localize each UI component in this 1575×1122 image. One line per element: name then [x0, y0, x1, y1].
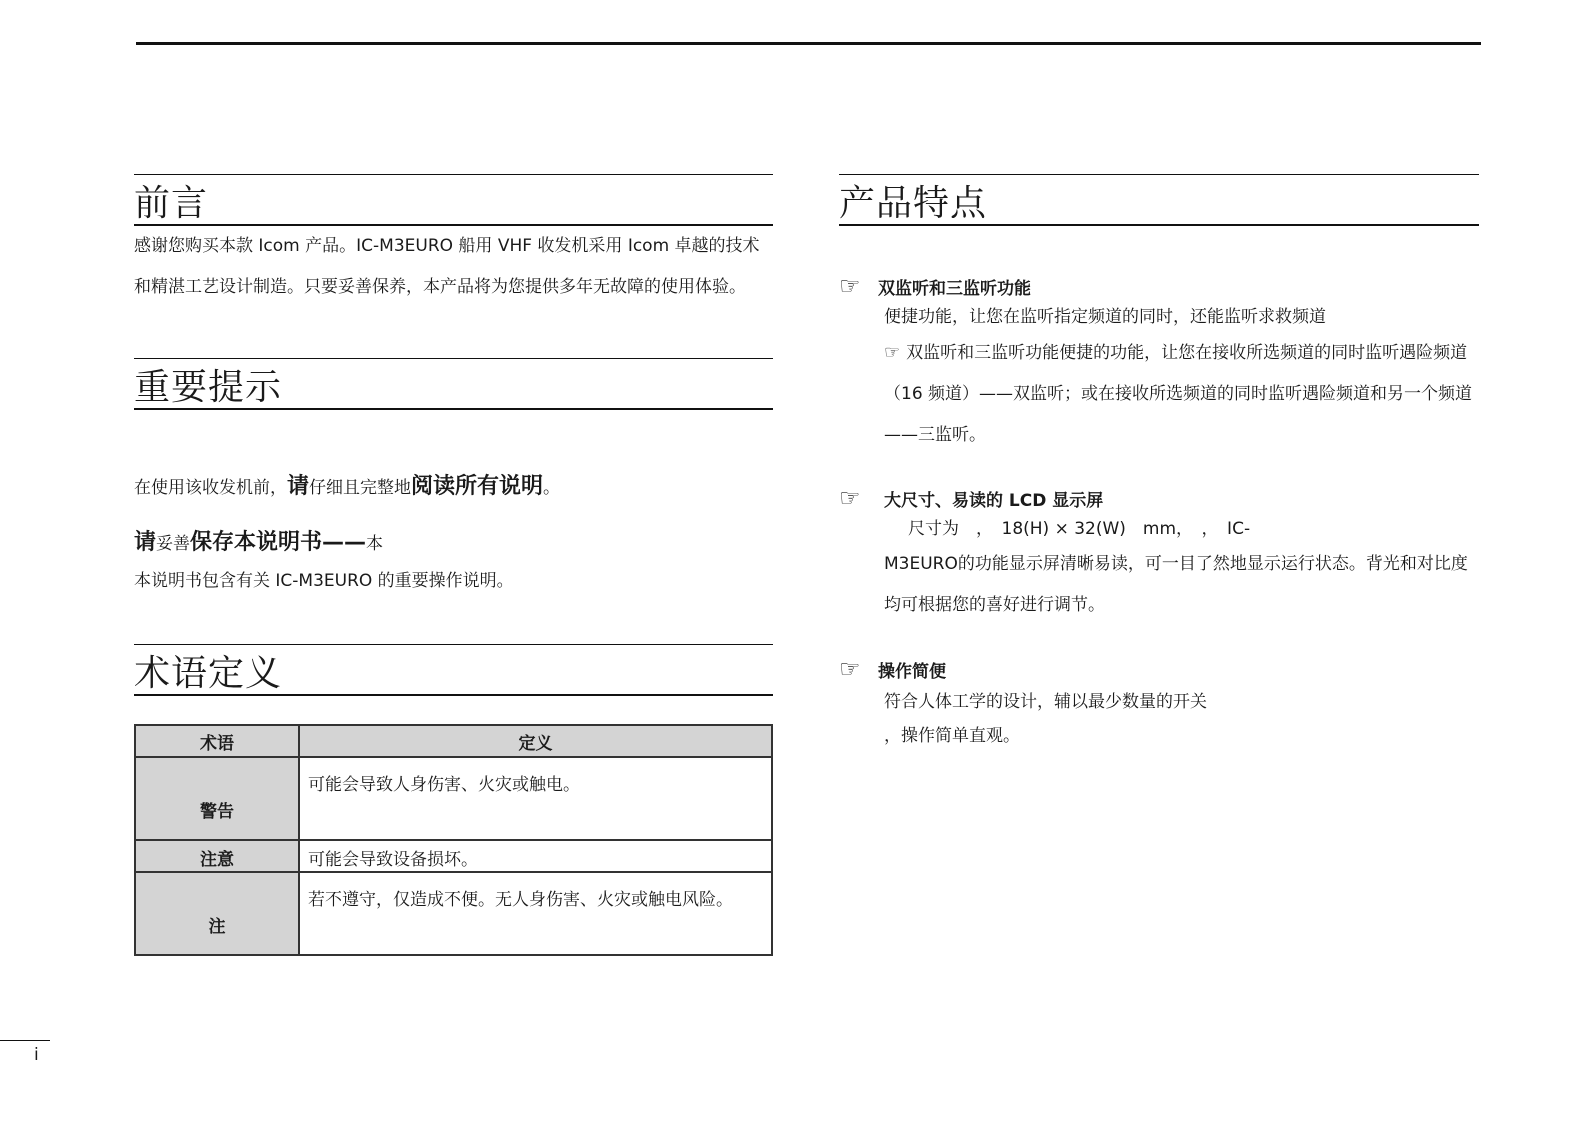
- important-title: 重要提示: [134, 367, 283, 408]
- preface-text: 感谢您购买本款 Icom 产品。IC-M3EURO 船用 VHF 收发机采用 Icom 卓越的技术和精湛工艺设计制造。只要妥善保养，本产品将为您提供多年无故障的使用体验。: [134, 236, 760, 297]
- features-heading: [839, 174, 1479, 226]
- definition-cell: 若不遵守，仅造成不便。无人身伤害、火灾或触电风险。: [299, 872, 772, 955]
- feature-body: [884, 685, 1479, 753]
- definition-cell: 可能会导致人身伤害、火灾或触电。: [299, 757, 772, 840]
- term-cell: 注: [135, 872, 299, 955]
- term-cell: 注意: [135, 840, 299, 872]
- term-cell: 警告: [135, 757, 299, 840]
- page-number-marker: [0, 1040, 50, 1065]
- table-header-row: [135, 725, 772, 757]
- text-fragment: 。: [543, 478, 561, 498]
- pointing-hand-icon: ☞: [839, 272, 861, 300]
- feature-text: 尺寸为 ， 18(H) × 32(W) mm， ， IC-: [908, 519, 1251, 539]
- definition-cell: 可能会导致设备损坏。: [299, 840, 772, 872]
- important-heading: [134, 358, 773, 410]
- emphasis: 请: [287, 474, 310, 499]
- left-column: [134, 174, 773, 956]
- feature-item: [839, 655, 1479, 753]
- feature-text: M3EURO的功能显示屏清晰易读，可一目了然地显示运行状态。背光和对比度均可根据您的喜好进行调节。: [884, 554, 1468, 615]
- feature-subnote: [884, 332, 1479, 456]
- preface-heading: [134, 174, 773, 226]
- top-rule: [136, 42, 1481, 45]
- feature-subnote-text: 双监听和三监听功能便捷的功能，让您在接收所选频道的同时监听遇险频道（16 频道）——双监听；或在接收所选频道的同时监听遇险频道和另一个频道——三监听。: [884, 343, 1473, 445]
- feature-item: [839, 272, 1479, 456]
- emphasis: 请: [134, 530, 157, 555]
- preface-title: 前言: [134, 183, 209, 224]
- read-instructions-line: [134, 470, 773, 504]
- features-title: 产品特点: [839, 183, 988, 224]
- terms-heading: [134, 644, 773, 696]
- right-column: [839, 174, 1479, 753]
- column-header-term: 术语: [135, 725, 299, 757]
- feature-text: ，操作简单直观。: [884, 726, 1020, 746]
- feature-item: [839, 484, 1479, 626]
- pointing-hand-icon: ☞: [839, 655, 861, 683]
- terms-title: 术语定义: [134, 653, 283, 694]
- text-fragment: 仔细且完整地: [309, 478, 412, 498]
- text-fragment: 在使用该收发机前，: [134, 478, 287, 498]
- table-row: [135, 872, 772, 955]
- feature-body: [884, 302, 1479, 456]
- text-fragment: 妥善: [156, 534, 191, 554]
- pointing-hand-icon: ☞: [884, 342, 901, 363]
- feature-title: 双监听和三监听功能: [878, 279, 1031, 299]
- text-fragment: 本: [366, 534, 384, 554]
- emphasis: 阅读所有说明: [411, 474, 544, 499]
- terms-table: [134, 724, 773, 956]
- table-row: [135, 757, 772, 840]
- feature-title: 大尺寸、易读的 LCD 显示屏: [884, 491, 1104, 511]
- column-header-definition: 定义: [299, 725, 772, 757]
- emphasis: 保存本说明书——: [190, 530, 367, 555]
- page-number: i: [34, 1045, 39, 1065]
- feature-title: 操作简便: [878, 662, 946, 682]
- feature-text: 符合人体工学的设计，辅以最少数量的开关: [884, 692, 1207, 712]
- feature-text: 便捷功能，让您在监听指定频道的同时，还能监听求救频道: [884, 307, 1326, 327]
- pointing-hand-icon: ☞: [839, 484, 861, 512]
- manual-contents-line: 本说明书包含有关 IC-M3EURO 的重要操作说明。: [134, 571, 514, 591]
- feature-body: [884, 514, 1479, 626]
- keep-manual-line: [134, 526, 773, 561]
- table-row: [135, 840, 772, 872]
